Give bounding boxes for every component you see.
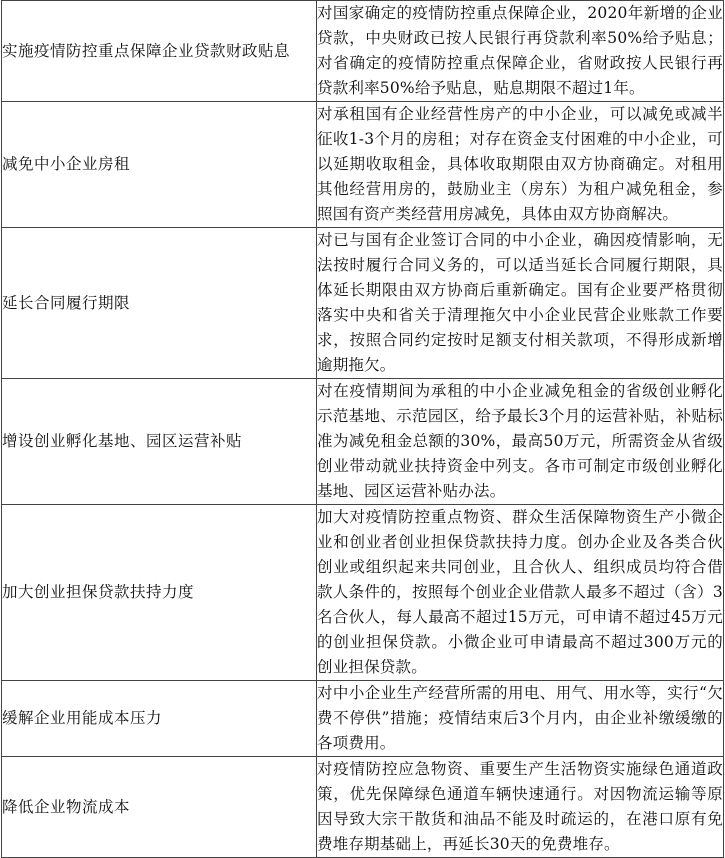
policy-title: 延长合同履行期限 xyxy=(2,228,317,379)
policy-title: 降低企业物流成本 xyxy=(2,757,317,858)
policy-description: 对承租国有企业经营性房产的中小企业，可以减免或减半征收1-3个月的房租；对存在资金支付困难的中小企业，可以延期收取租金，具体收取期限由双方协商确定。对租用其他经营用房的，鼓励业主（房东）为租户减免租金，参照国有资产类经营用房减免，具体由双方协商解决。 xyxy=(317,102,724,228)
table-row xyxy=(2,757,724,858)
policy-description: 加大对疫情防控重点物资、群众生活保障物资生产小微企业和创业者创业担保贷款扶持力度。创办企业及各类合伙创业或组织起来共同创业，且合伙人、组织成员均符合借款人条件的，按照每个创业企业借款人最多不超过（含）3名合伙人，每人最高不超过15万元，可申请不超过45万元的创业担保贷款。小微企业可申请最高不超过300万元的创业担保贷款。 xyxy=(317,505,724,681)
policy-description: 对在疫情期间为承租的中小企业减免租金的省级创业孵化示范基地、示范园区，给予最长3个月的运营补贴，补贴标准为减免租金总额的30%，最高50万元，所需资金从省级创业带动就业扶持资金中列支。各市可制定市级创业孵化基地、园区运营补贴办法。 xyxy=(317,379,724,505)
table-row xyxy=(2,102,724,228)
table-row xyxy=(2,228,724,379)
policy-description: 对已与国有企业签订合同的中小企业，确因疫情影响，无法按时履行合同义务的，可以适当延长合同履行期限，具体延长期限由双方协商后重新确定。国有企业要严格贯彻落实中央和省关于清理拖欠中小企业民营企业账款工作要求，按照合同约定按时足额支付相关款项，不得形成新增逾期拖欠。 xyxy=(317,228,724,379)
policy-title: 缓解企业用能成本压力 xyxy=(2,681,317,757)
table-row xyxy=(2,379,724,505)
policy-table xyxy=(1,0,724,858)
policy-description: 对国家确定的疫情防控重点保障企业，2020年新增的企业贷款，中央财政已按人民银行再贷款利率50%给予贴息；对省确定的疫情防控重点保障企业，省财政按人民银行再贷款利率50%给予贴息，贴息期限不超过1年。 xyxy=(317,1,724,102)
policy-title: 增设创业孵化基地、园区运营补贴 xyxy=(2,379,317,505)
policy-description: 对中小企业生产经营所需的用电、用气、用水等，实行“欠费不停供”措施；疫情结束后3个月内，由企业补缴缓缴的各项费用。 xyxy=(317,681,724,757)
table-row xyxy=(2,681,724,757)
policy-title: 减免中小企业房租 xyxy=(2,102,317,228)
policy-title: 实施疫情防控重点保障企业贷款财政贴息 xyxy=(2,1,317,102)
table-row xyxy=(2,1,724,102)
policy-title: 加大创业担保贷款扶持力度 xyxy=(2,505,317,681)
table-row xyxy=(2,505,724,681)
policy-description: 对疫情防控应急物资、重要生产生活物资实施绿色通道政策，优先保障绿色通道车辆快速通行。对因物流运输等原因导致大宗干散货和油品不能及时疏运的，在港口原有免费堆存期基础上，再延长30天的免费堆存。 xyxy=(317,757,724,858)
